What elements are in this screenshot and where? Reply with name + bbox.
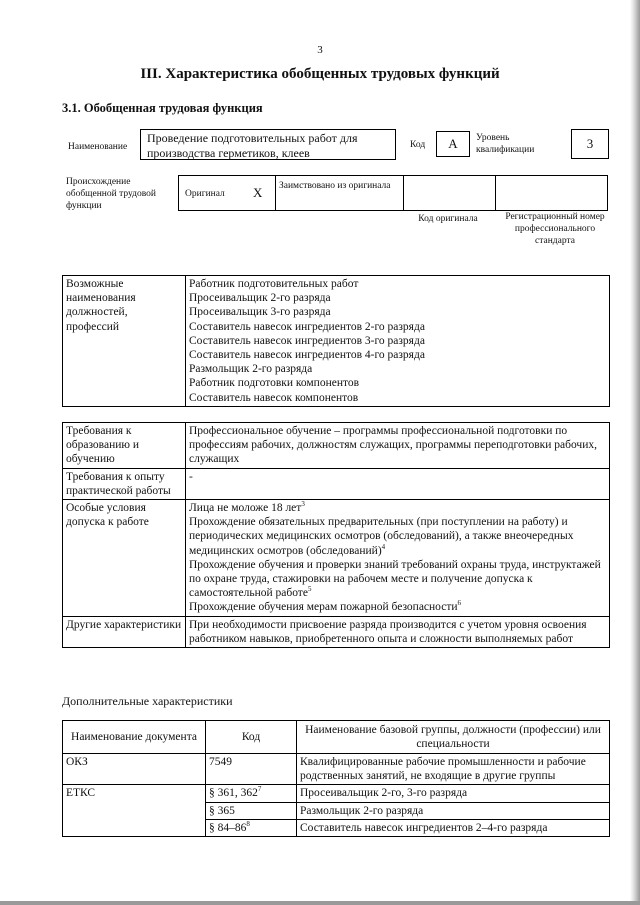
name-label: Наименование bbox=[68, 142, 128, 152]
etks-name: Просеивальщик 2-го, 3-го разряда bbox=[297, 785, 610, 802]
position-item: Просеивальщик 2-го разряда bbox=[189, 292, 331, 305]
position-item: Составитель навесок ингредиентов 3-го разряда bbox=[189, 334, 425, 347]
additional-table bbox=[62, 720, 610, 837]
position-item: Составитель навесок ингредиентов 4-го разряда bbox=[189, 349, 425, 362]
positions-label: Возможные наименования должностей, профессий bbox=[63, 276, 186, 407]
code-label: Код bbox=[410, 140, 426, 150]
education-value: Профессиональное обучение – программы профессиональной подготовки по профессиям рабочих, должностям служащих, программы переподготовки рабочих, служащих bbox=[186, 423, 610, 469]
origin-reg-cell bbox=[495, 176, 607, 210]
experience-value: - bbox=[186, 468, 610, 499]
origin-original-cell bbox=[179, 176, 276, 210]
scan-edge-shadow bbox=[630, 0, 640, 905]
scan-bottom-edge bbox=[0, 901, 640, 905]
position-item: Составитель навесок ингредиентов 2-го разряда bbox=[189, 320, 425, 333]
additional-title: Дополнительные характеристики bbox=[62, 694, 233, 708]
code-original-caption: Код оригинала bbox=[418, 214, 478, 224]
origin-code-cell bbox=[403, 176, 496, 210]
origin-borrowed-cell bbox=[275, 176, 404, 210]
positions-list bbox=[186, 276, 610, 407]
condition-item: Прохождение обязательных предварительных (при поступлении на работу) и периодических медицинских осмотров (обследований), а также внеочередных медицинских осмотров (обследований)$^4$ bbox=[189, 516, 574, 557]
condition-item: Прохождение обучения и проверки знаний требований охраны труда, инструктажей по охране труда, стажировки на рабочем месте и получение допуска к самостоятельной работе$^5$ bbox=[189, 558, 601, 600]
etks-name: Размольщик 2-го разряда bbox=[297, 802, 610, 819]
page-number: 3 bbox=[317, 44, 323, 56]
etks-name: Составитель навесок ингредиентов 2–4-го разряда bbox=[297, 819, 610, 836]
experience-label: Требования к опыту практической работы bbox=[63, 468, 186, 499]
position-item: Размольщик 2-го разряда bbox=[189, 363, 313, 376]
code-box bbox=[436, 131, 470, 157]
level-box bbox=[571, 129, 609, 159]
education-label: Требования к образованию и обучению bbox=[63, 423, 186, 469]
position-item: Работник подготовки компонентов bbox=[189, 377, 360, 390]
origin-table bbox=[178, 175, 608, 211]
condition-item: Прохождение обучения мерам пожарной безопасности$^6$ bbox=[189, 599, 462, 614]
col-header-doc: Наименование документа bbox=[63, 721, 206, 754]
original-label: Оригинал bbox=[185, 189, 225, 199]
function-name-box bbox=[140, 129, 396, 160]
requirements-table bbox=[62, 422, 610, 648]
section-title: III. Характеристика обобщенных трудовых функций bbox=[140, 66, 500, 82]
col-header-name: Наименование базовой группы, должности (профессии) или специальности bbox=[297, 721, 610, 754]
positions-table bbox=[62, 275, 610, 407]
level-value: 3 bbox=[586, 136, 594, 151]
etks-code: § $84-86^8$ bbox=[206, 819, 297, 836]
okz-code: 7549 bbox=[206, 754, 297, 785]
col-header-code: Код bbox=[206, 721, 297, 754]
level-label: Уровень квалификации bbox=[476, 133, 535, 155]
code-value: A bbox=[448, 136, 458, 151]
etks-code: § 361, $362^7$ bbox=[206, 785, 297, 802]
other-value: При необходимости присвоение разряда производится с учетом уровня освоения работником навыков, приобретенного опыта и сложности выполняемых работ bbox=[186, 616, 610, 647]
okz-name: Квалифицированные рабочие промышленности и рабочие родственных занятий, не входящие в другие группы bbox=[297, 754, 610, 785]
conditions-label: Особые условия допуска к работе bbox=[63, 500, 186, 617]
other-label: Другие характеристики bbox=[63, 616, 186, 647]
original-mark: X bbox=[253, 185, 263, 200]
reg-number-caption: Регистрационный номер профессионального стандарта bbox=[505, 212, 605, 246]
position-item: Составитель навесок компонентов bbox=[189, 391, 359, 404]
conditions-list bbox=[186, 500, 610, 617]
etks-code: § 365 bbox=[206, 802, 297, 819]
subsection-title: 3.1. Обобщенная трудовая функция bbox=[62, 101, 263, 115]
origin-label: Происхождение обобщенной трудовой функции bbox=[66, 177, 156, 211]
okz-doc: ОКЗ bbox=[63, 754, 206, 785]
etks-doc: ЕТКС bbox=[63, 785, 206, 837]
function-name-value: Проведение подготовительных работ для производства герметиков, клеев bbox=[147, 131, 358, 160]
condition-item: Лица не моложе 18 лет$^3$ bbox=[189, 500, 305, 515]
position-item: Просеивальщик 3-го разряда bbox=[189, 306, 331, 319]
borrowed-label: Заимствовано из оригинала bbox=[279, 181, 391, 191]
position-item: Работник подготовительных работ bbox=[189, 278, 359, 290]
